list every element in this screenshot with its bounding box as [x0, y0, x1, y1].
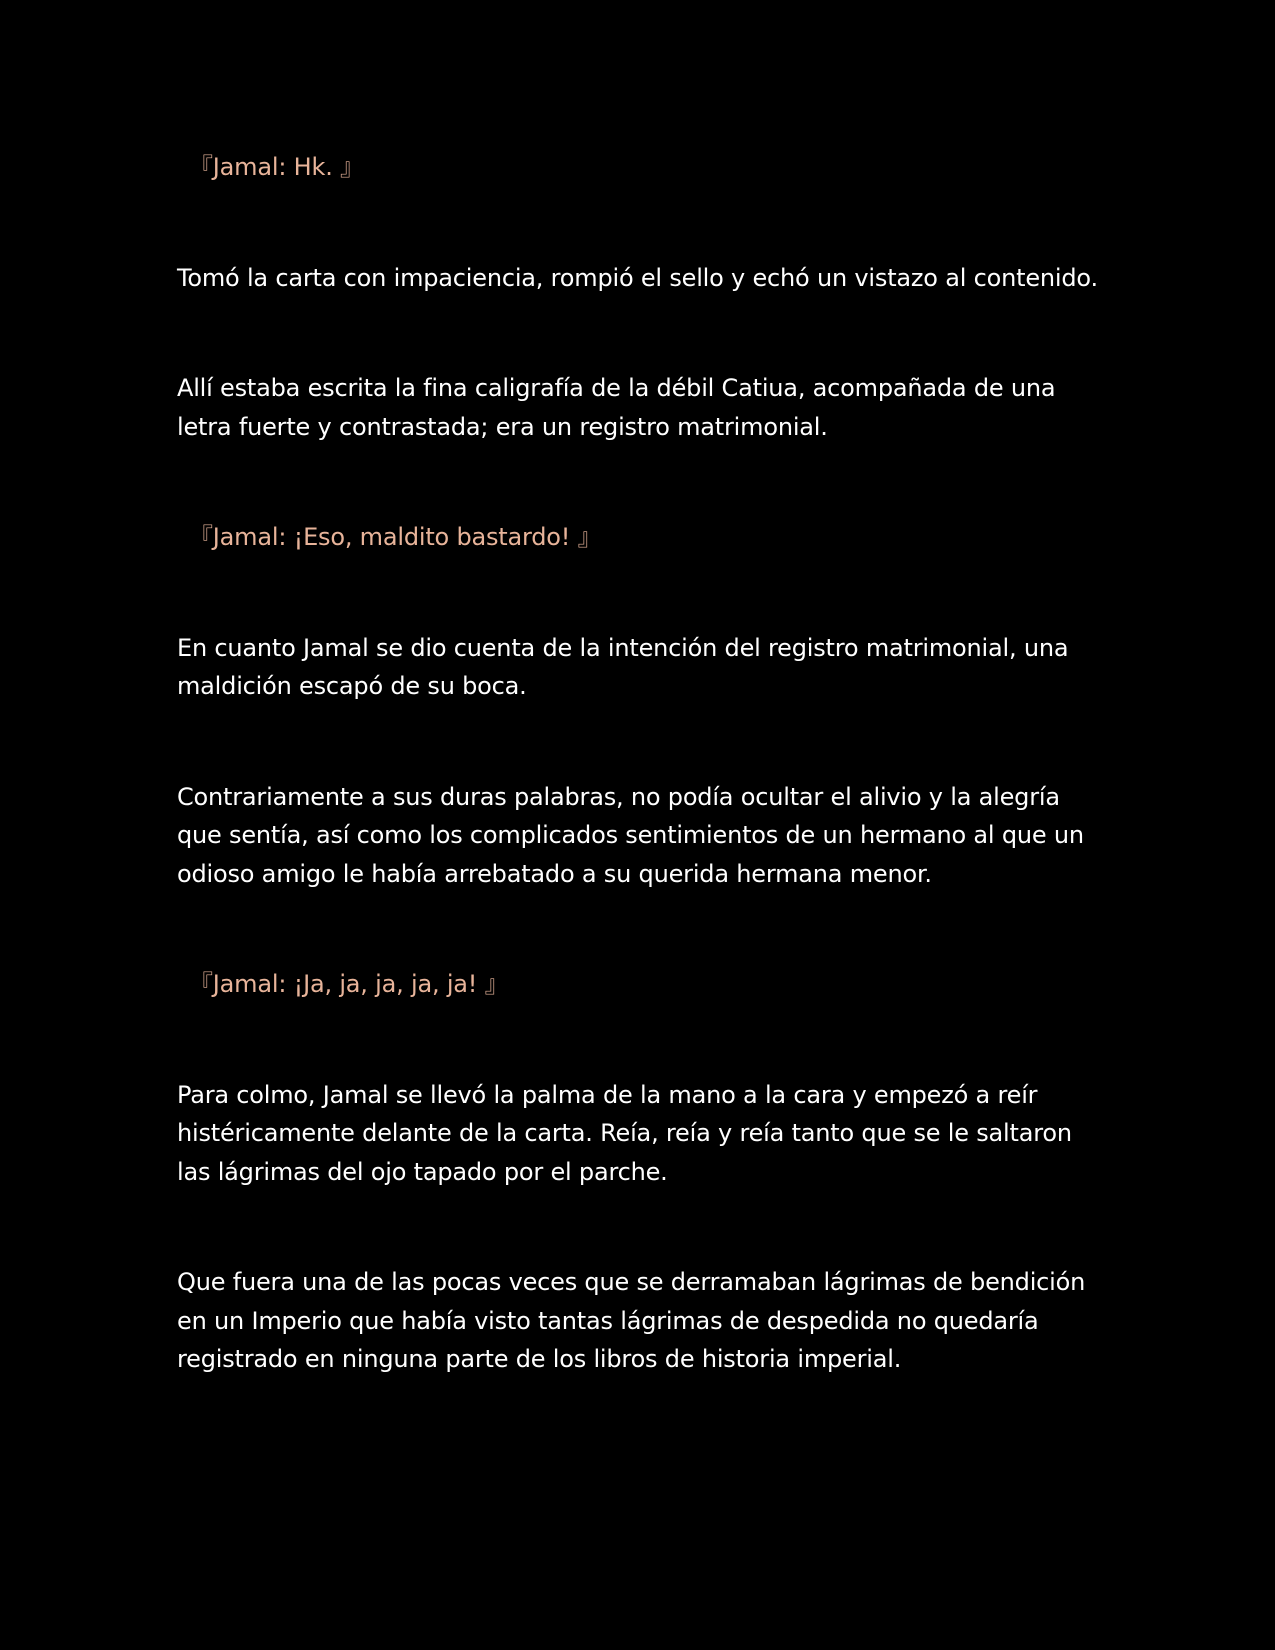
dialogue-line: 『Jamal: ¡Ja, ja, ja, ja, ja! 』 — [189, 970, 509, 998]
narration-paragraph: Tomó la carta con impaciencia, rompió el sello y echó un vistazo al contenido. — [177, 263, 1098, 292]
narration-paragraph: Para colmo, Jamal se llevó la palma de la mano a la cara y empezó a reír histéricamente delante de la carta. Reía, reía y reía tanto que se le saltaron las lágrimas del ojo tapado por el parche. — [177, 1080, 1072, 1186]
dialogue-line: 『Jamal: Hk. 』 — [189, 153, 364, 181]
document-page — [177, 148, 1107, 1379]
narration-paragraph: En cuanto Jamal se dio cuenta de la intención del registro matrimonial, una maldición escapó de su boca. — [177, 633, 1069, 700]
narration-paragraph: Allí estaba escrita la fina caligrafía de la débil Catiua, acompañada de una letra fuerte y contrastada; era un registro matrimonial. — [177, 374, 1056, 441]
narration-paragraph: Que fuera una de las pocas veces que se derramaban lágrimas de bendición en un Imperio que había visto tantas lágrimas de despedida no quedaría registrado en ninguna parte de los libros de historia imperial. — [177, 1268, 1086, 1373]
dialogue-line: 『Jamal: ¡Eso, maldito bastardo! 』 — [189, 523, 602, 551]
narration-paragraph: Contrariamente a sus duras palabras, no podía ocultar el alivio y la alegría que sentía, así como los complicados sentimientos de un hermano al que un odioso amigo le había arrebatado a su querida hermana menor. — [177, 782, 1084, 888]
